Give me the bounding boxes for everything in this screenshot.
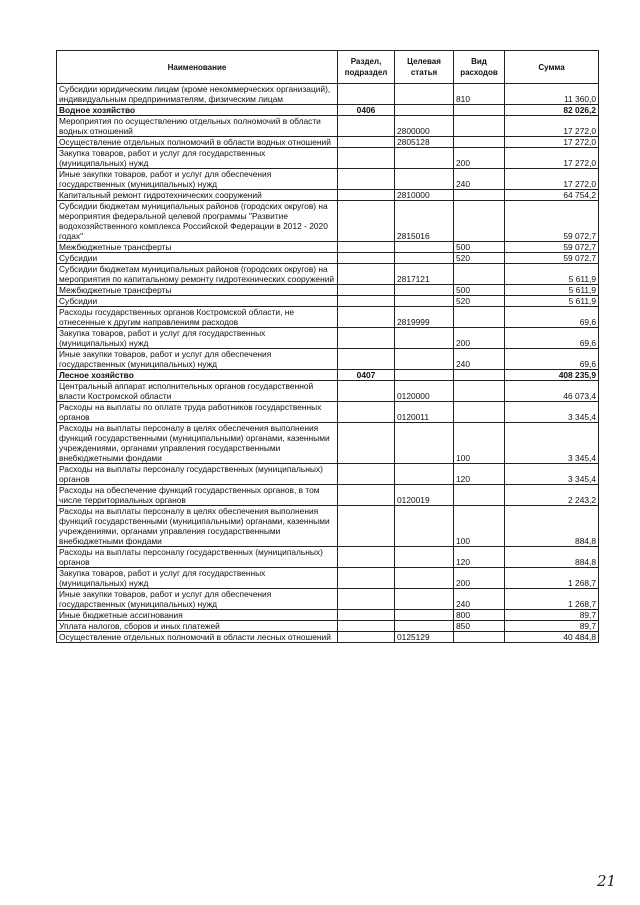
- table-header-row: [57, 51, 599, 84]
- table-row: [57, 253, 599, 264]
- cell-type: [454, 105, 505, 116]
- table-row: [57, 190, 599, 201]
- table-row: [57, 349, 599, 370]
- table-row: [57, 264, 599, 285]
- cell-target: [395, 285, 454, 296]
- cell-type: [454, 264, 505, 285]
- table-row: [57, 105, 599, 116]
- cell-target: [395, 621, 454, 632]
- cell-target: [395, 464, 454, 485]
- cell-section: [338, 307, 395, 328]
- cell-section: [338, 423, 395, 464]
- cell-name: Субсидии бюджетам муниципальных районов (городских округов) на мероприятия по капитальному ремонту гидротехнических сооружений: [57, 264, 338, 285]
- cell-target: 2810000: [395, 190, 454, 201]
- table-row: [57, 328, 599, 349]
- cell-type: [454, 201, 505, 242]
- cell-type: 520: [454, 296, 505, 307]
- cell-target: 0125129: [395, 632, 454, 643]
- cell-sum: 69,6: [505, 307, 599, 328]
- budget-table: [56, 50, 599, 643]
- table-body: [57, 84, 599, 643]
- cell-sum: 1 268,7: [505, 589, 599, 610]
- cell-type: 240: [454, 589, 505, 610]
- cell-name: Мероприятия по осуществлению отдельных полномочий в области водных отношений: [57, 116, 338, 137]
- cell-section: [338, 506, 395, 547]
- cell-sum: 59 072,7: [505, 253, 599, 264]
- cell-section: [338, 264, 395, 285]
- cell-name: Капитальный ремонт гидротехнических сооружений: [57, 190, 338, 201]
- cell-type: 800: [454, 610, 505, 621]
- cell-target: [395, 84, 454, 105]
- cell-sum: 884,8: [505, 506, 599, 547]
- cell-type: [454, 485, 505, 506]
- cell-section: [338, 116, 395, 137]
- cell-section: 0407: [338, 370, 395, 381]
- table-row: [57, 621, 599, 632]
- cell-name: Расходы на выплаты персоналу в целях обеспечения выполнения функций государственными (муниципальными) органами, казенными учреждениями, органами управления государственными внебюджетными фондами: [57, 423, 338, 464]
- cell-target: [395, 547, 454, 568]
- cell-name: Осуществление отдельных полномочий в области лесных отношений: [57, 632, 338, 643]
- table-row: [57, 116, 599, 137]
- header-type: Вид расходов: [454, 51, 505, 84]
- cell-name: Расходы государственных органов Костромской области, не отнесенные к другим направлениям расходов: [57, 307, 338, 328]
- cell-name: Закупка товаров, работ и услуг для государственных (муниципальных) нужд: [57, 148, 338, 169]
- cell-sum: 1 268,7: [505, 568, 599, 589]
- cell-target: [395, 370, 454, 381]
- cell-name: Иные закупки товаров, работ и услуг для обеспечения государственных (муниципальных) нужд: [57, 169, 338, 190]
- cell-name: Водное хозяйство: [57, 105, 338, 116]
- table-row: [57, 381, 599, 402]
- cell-type: 120: [454, 547, 505, 568]
- cell-target: 0120011: [395, 402, 454, 423]
- cell-type: [454, 632, 505, 643]
- cell-section: [338, 381, 395, 402]
- cell-name: Закупка товаров, работ и услуг для государственных (муниципальных) нужд: [57, 568, 338, 589]
- table-row: [57, 464, 599, 485]
- cell-sum: 69,6: [505, 328, 599, 349]
- cell-target: [395, 589, 454, 610]
- cell-target: 0120000: [395, 381, 454, 402]
- cell-section: [338, 402, 395, 423]
- cell-sum: 46 073,4: [505, 381, 599, 402]
- cell-section: [338, 568, 395, 589]
- table-row: [57, 632, 599, 643]
- cell-sum: 82 026,2: [505, 105, 599, 116]
- cell-sum: 59 072,7: [505, 201, 599, 242]
- cell-target: [395, 349, 454, 370]
- table-row: [57, 84, 599, 105]
- cell-type: 240: [454, 169, 505, 190]
- cell-section: [338, 201, 395, 242]
- cell-target: [395, 610, 454, 621]
- cell-target: 0120019: [395, 485, 454, 506]
- cell-type: [454, 381, 505, 402]
- cell-sum: 59 072,7: [505, 242, 599, 253]
- cell-section: [338, 349, 395, 370]
- cell-type: 100: [454, 423, 505, 464]
- cell-name: Осуществление отдельных полномочий в области водных отношений: [57, 137, 338, 148]
- cell-sum: 89,7: [505, 610, 599, 621]
- cell-sum: 2 243,2: [505, 485, 599, 506]
- table-row: [57, 547, 599, 568]
- table-row: [57, 610, 599, 621]
- table-row: [57, 485, 599, 506]
- cell-type: 500: [454, 285, 505, 296]
- cell-section: [338, 485, 395, 506]
- table-row: [57, 137, 599, 148]
- cell-type: 500: [454, 242, 505, 253]
- cell-type: 200: [454, 148, 505, 169]
- table-row: [57, 242, 599, 253]
- cell-target: [395, 568, 454, 589]
- cell-name: Субсидии: [57, 253, 338, 264]
- cell-target: [395, 506, 454, 547]
- table-row: [57, 169, 599, 190]
- cell-sum: 17 272,0: [505, 116, 599, 137]
- cell-target: [395, 328, 454, 349]
- cell-sum: 3 345,4: [505, 402, 599, 423]
- cell-sum: 17 272,0: [505, 148, 599, 169]
- cell-sum: 11 360,0: [505, 84, 599, 105]
- cell-target: [395, 423, 454, 464]
- cell-type: 100: [454, 506, 505, 547]
- cell-section: [338, 84, 395, 105]
- cell-type: 850: [454, 621, 505, 632]
- table-row: [57, 568, 599, 589]
- cell-type: 200: [454, 328, 505, 349]
- cell-section: [338, 464, 395, 485]
- cell-name: Межбюджетные трансферты: [57, 285, 338, 296]
- cell-type: [454, 116, 505, 137]
- cell-section: 0406: [338, 105, 395, 116]
- page-number: 21: [597, 872, 617, 890]
- cell-name: Субсидии: [57, 296, 338, 307]
- cell-section: [338, 296, 395, 307]
- cell-target: 2817121: [395, 264, 454, 285]
- cell-sum: 5 611,9: [505, 296, 599, 307]
- cell-name: Межбюджетные трансферты: [57, 242, 338, 253]
- cell-name: Расходы на выплаты персоналу в целях обеспечения выполнения функций государственными (муниципальными) органами, казенными учреждениями, органами управления государственными внебюджетными фондами: [57, 506, 338, 547]
- cell-sum: 17 272,0: [505, 137, 599, 148]
- cell-sum: 17 272,0: [505, 169, 599, 190]
- cell-target: 2819999: [395, 307, 454, 328]
- cell-type: [454, 307, 505, 328]
- cell-sum: 64 754,2: [505, 190, 599, 201]
- cell-target: [395, 242, 454, 253]
- cell-type: [454, 137, 505, 148]
- cell-target: 2805128: [395, 137, 454, 148]
- cell-target: [395, 169, 454, 190]
- cell-target: [395, 253, 454, 264]
- cell-type: 120: [454, 464, 505, 485]
- cell-name: Уплата налогов, сборов и иных платежей: [57, 621, 338, 632]
- cell-section: [338, 190, 395, 201]
- cell-type: 810: [454, 84, 505, 105]
- cell-section: [338, 169, 395, 190]
- cell-section: [338, 253, 395, 264]
- cell-sum: 884,8: [505, 547, 599, 568]
- cell-sum: 40 484,8: [505, 632, 599, 643]
- cell-name: Субсидии бюджетам муниципальных районов (городских округов) на мероприятия федеральной целевой программы "Развитие водохозяйственного комплекса Российской Федерации в 2012 - 2020 годах": [57, 201, 338, 242]
- table-row: [57, 589, 599, 610]
- cell-type: [454, 370, 505, 381]
- cell-target: [395, 148, 454, 169]
- cell-type: [454, 402, 505, 423]
- cell-section: [338, 589, 395, 610]
- cell-type: [454, 190, 505, 201]
- cell-target: [395, 296, 454, 307]
- table-row: [57, 148, 599, 169]
- cell-name: Лесное хозяйство: [57, 370, 338, 381]
- table-row: [57, 307, 599, 328]
- cell-type: 520: [454, 253, 505, 264]
- table-row: [57, 423, 599, 464]
- cell-name: Иные бюджетные ассигнования: [57, 610, 338, 621]
- cell-section: [338, 242, 395, 253]
- cell-sum: 3 345,4: [505, 423, 599, 464]
- table-row: [57, 370, 599, 381]
- cell-name: Иные закупки товаров, работ и услуг для обеспечения государственных (муниципальных) нужд: [57, 589, 338, 610]
- cell-name: Расходы на выплаты персоналу государственных (муниципальных) органов: [57, 464, 338, 485]
- header-sum: Сумма: [505, 51, 599, 84]
- cell-sum: 5 611,9: [505, 264, 599, 285]
- table-row: [57, 506, 599, 547]
- cell-name: Иные закупки товаров, работ и услуг для обеспечения государственных (муниципальных) нужд: [57, 349, 338, 370]
- cell-section: [338, 285, 395, 296]
- table-row: [57, 285, 599, 296]
- cell-name: Субсидии юридическим лицам (кроме некоммерческих организаций), индивидуальным предпринимателям, физическим лицам: [57, 84, 338, 105]
- cell-sum: 3 345,4: [505, 464, 599, 485]
- cell-name: Центральный аппарат исполнительных органов государственной власти Костромской области: [57, 381, 338, 402]
- cell-type: 200: [454, 568, 505, 589]
- header-target: Целевая статья: [395, 51, 454, 84]
- cell-section: [338, 547, 395, 568]
- header-name: Наименование: [57, 51, 338, 84]
- table-row: [57, 201, 599, 242]
- cell-name: Расходы на выплаты по оплате труда работников государственных органов: [57, 402, 338, 423]
- cell-sum: 408 235,9: [505, 370, 599, 381]
- cell-section: [338, 328, 395, 349]
- cell-type: 240: [454, 349, 505, 370]
- cell-sum: 5 611,9: [505, 285, 599, 296]
- cell-sum: 89,7: [505, 621, 599, 632]
- cell-target: 2815016: [395, 201, 454, 242]
- cell-section: [338, 610, 395, 621]
- cell-section: [338, 137, 395, 148]
- table-row: [57, 296, 599, 307]
- cell-sum: 69,6: [505, 349, 599, 370]
- cell-section: [338, 621, 395, 632]
- cell-name: Расходы на выплаты персоналу государственных (муниципальных) органов: [57, 547, 338, 568]
- cell-name: Расходы на обеспечение функций государственных органов, в том числе территориальных органов: [57, 485, 338, 506]
- cell-section: [338, 148, 395, 169]
- header-section: Раздел, подраздел: [338, 51, 395, 84]
- table-row: [57, 402, 599, 423]
- cell-target: [395, 105, 454, 116]
- cell-name: Закупка товаров, работ и услуг для государственных (муниципальных) нужд: [57, 328, 338, 349]
- cell-target: 2800000: [395, 116, 454, 137]
- cell-section: [338, 632, 395, 643]
